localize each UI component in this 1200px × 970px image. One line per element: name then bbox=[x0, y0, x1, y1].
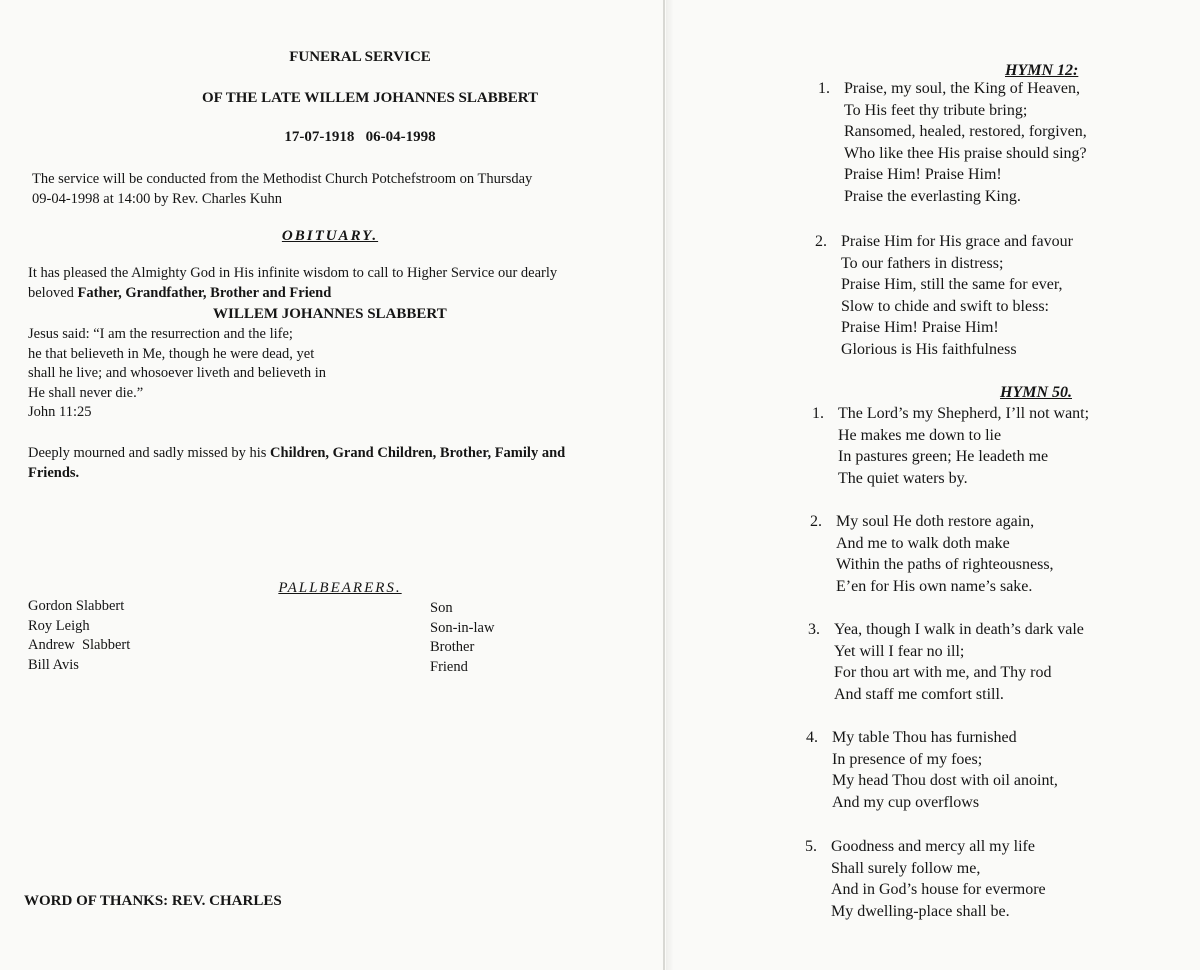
life-dates: 17-07-1918 06-04-1998 bbox=[284, 129, 436, 145]
obituary-line-2 bbox=[28, 284, 658, 304]
verse-line: The quiet waters by. bbox=[838, 469, 968, 487]
verse-line: Within the paths of righteousness, bbox=[836, 556, 1054, 573]
verse-line: Praise Him! Praise Him! bbox=[841, 319, 999, 336]
verse-line: Praise Him for His grace and favour bbox=[841, 233, 1073, 250]
mourning-line-start: Deeply mourned and sadly missed by his bbox=[28, 445, 271, 461]
verse-line: My dwelling-place shall be. bbox=[831, 902, 1010, 920]
scripture-quote bbox=[28, 325, 428, 423]
obituary-line-2-start: beloved bbox=[28, 284, 78, 301]
verse-line: To His feet thy tribute bring; bbox=[844, 101, 1028, 119]
deceased-title: OF THE LATE WILLEM JOHANNES SLABBERT bbox=[201, 90, 539, 106]
pallbearers-heading: PALLBEARERS. bbox=[278, 580, 402, 596]
verse-line: Ransomed, healed, restored, forgiven, bbox=[844, 123, 1087, 140]
verse-line: Praise the everlasting King. bbox=[844, 187, 1021, 205]
service-line-1: The service will be conducted from the Methodist Church Potchefstroom on Thursday bbox=[32, 171, 533, 187]
obituary-line-1: It has pleased the Almighty God in His infinite wisdom to call to Higher Service our dearly bbox=[28, 265, 558, 281]
pallbearer-relation: Brother bbox=[430, 639, 475, 655]
verse-line: Glorious is His faithfulness bbox=[841, 340, 1017, 358]
service-title: FUNERAL SERVICE bbox=[289, 49, 431, 65]
verse-line: Praise Him! Praise Him! bbox=[844, 166, 1002, 183]
verse-line: Shall surely follow me, bbox=[831, 859, 981, 877]
pallbearer-name: Bill Avis bbox=[28, 656, 79, 673]
scripture-line: shall he live; and whosoever liveth and believeth in bbox=[28, 365, 326, 381]
pallbearer-name: Gordon Slabbert bbox=[28, 598, 125, 614]
verse-line: In presence of my foes; bbox=[832, 750, 983, 768]
verse-line: Goodness and mercy all my life bbox=[831, 838, 1035, 855]
scripture-line: Jesus said: “I am the resurrection and the life; bbox=[28, 326, 293, 342]
verse-line: For thou art with me, and Thy rod bbox=[834, 664, 1052, 681]
verse-line: Praise, my soul, the King of Heaven, bbox=[844, 80, 1080, 97]
verse-line: My soul He doth restore again, bbox=[836, 513, 1035, 530]
verse-line: And in God’s house for evermore bbox=[831, 881, 1046, 898]
mourning-line-1 bbox=[28, 444, 668, 464]
verse-line: He makes me down to lie bbox=[838, 426, 1002, 444]
scripture-line: He shall never die.” bbox=[28, 384, 144, 401]
verse-line: Praise Him, still the same for ever, bbox=[841, 276, 1063, 293]
pallbearer-names bbox=[28, 597, 248, 675]
obituary-name: WILLEM JOHANNES SLABBERT bbox=[213, 306, 447, 322]
service-line-2: 09-04-1998 at 14:00 by Rev. Charles Kuhn bbox=[32, 190, 282, 207]
verse-number: 1. bbox=[818, 80, 830, 97]
verse-number: 5. bbox=[805, 838, 817, 855]
verse-number: 1. bbox=[812, 405, 824, 422]
verse-line: Yet will I fear no ill; bbox=[834, 642, 965, 660]
verse-line: E’en for His own name’s sake. bbox=[836, 577, 1033, 595]
verse-line: Who like thee His praise should sing? bbox=[844, 144, 1087, 162]
verse-line: And me to walk doth make bbox=[836, 534, 1010, 552]
word-of-thanks: WORD OF THANKS: REV. CHARLES bbox=[24, 893, 282, 909]
obituary-heading: OBITUARY. bbox=[281, 228, 379, 244]
page-fold-shadow bbox=[666, 0, 674, 970]
verse-number: 4. bbox=[806, 729, 818, 746]
pallbearer-name: Roy Leigh bbox=[28, 617, 90, 634]
verse-line: Yea, though I walk in death’s dark vale bbox=[834, 621, 1084, 638]
verse-number: 2. bbox=[815, 233, 827, 250]
page-fold bbox=[663, 0, 665, 970]
pallbearer-relation: Son-in-law bbox=[430, 619, 495, 636]
verse-number: 2. bbox=[810, 513, 822, 530]
hymn-50-heading: HYMN 50. bbox=[1000, 384, 1072, 401]
pallbearer-relation: Son bbox=[430, 600, 453, 616]
hymn-12-heading: HYMN 12: bbox=[1005, 62, 1079, 79]
verse-number: 3. bbox=[808, 621, 820, 638]
verse-line: My table Thou has furnished bbox=[832, 729, 1017, 746]
scripture-line: he that believeth in Me, though he were dead, yet bbox=[28, 345, 315, 362]
mourning-text bbox=[28, 444, 668, 483]
pallbearer-name: Andrew Slabbert bbox=[28, 637, 131, 653]
obituary-family-roles: Father, Grandfather, Brother and Friend bbox=[77, 284, 332, 301]
verse-line: My head Thou dost with oil anoint, bbox=[832, 772, 1058, 789]
verse-line: In pastures green; He leadeth me bbox=[838, 448, 1049, 465]
verse-line: And my cup overflows bbox=[832, 793, 980, 811]
pallbearer-relations bbox=[430, 599, 630, 677]
pallbearer-relation: Friend bbox=[430, 658, 468, 675]
service-details bbox=[32, 170, 652, 209]
verse-line: The Lord’s my Shepherd, I’ll not want; bbox=[838, 405, 1090, 422]
verse-line: And staff me comfort still. bbox=[834, 685, 1004, 703]
scripture-reference: John 11:25 bbox=[28, 404, 92, 420]
obituary-text bbox=[28, 264, 658, 303]
verse-line: To our fathers in distress; bbox=[841, 254, 1004, 272]
verse-line: Slow to chide and swift to bless: bbox=[841, 297, 1049, 315]
mourners-list: Children, Grand Children, Brother, Family and bbox=[270, 445, 566, 461]
mourning-line-2: Friends. bbox=[28, 464, 80, 481]
